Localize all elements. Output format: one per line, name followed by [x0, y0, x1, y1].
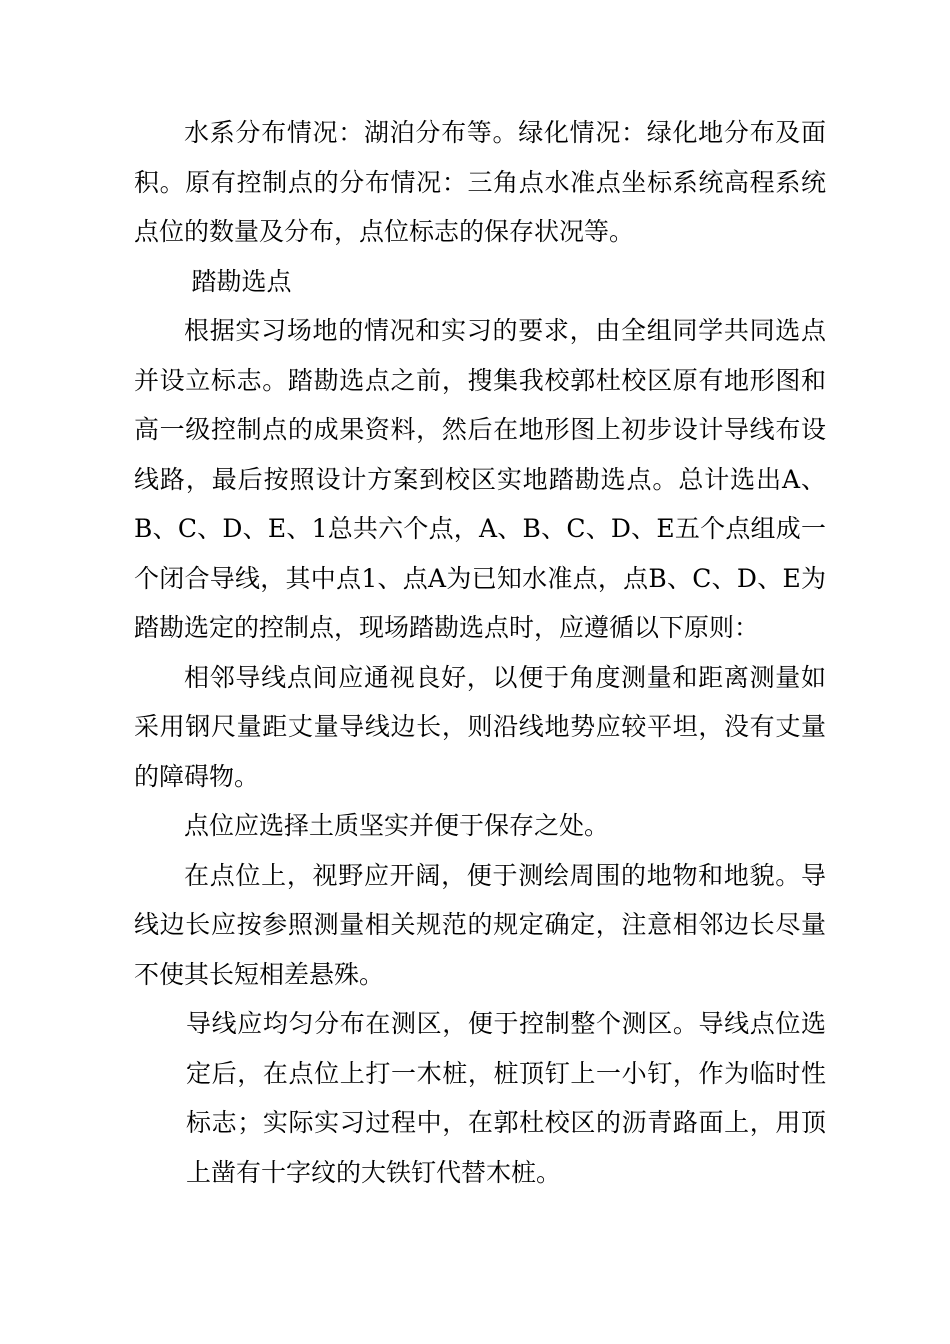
paragraph-principle-visibility: 相邻导线点间应通视良好，以便于角度测量和距离测量如采用钢尺量距丈量导线边长，则沿线地势应较平坦，没有丈量的障碍物。 [134, 662, 826, 791]
paragraph-water-greenery-control-points: 水系分布情况：湖泊分布等。绿化情况：绿化地分布及面积。原有控制点的分布情况：三角点水准点坐标系统高程系统点位的数量及分布，点位标志的保存状况等。 [134, 118, 826, 246]
paragraph-principle-soil: 点位应选择土质坚实并便于保存之处。 [184, 811, 610, 840]
document-body [134, 108, 826, 1197]
paragraph-principle-view: 在点位上，视野应开阔，便于测绘周围的地物和地貌。导线边长应按参照测量相关规范的规定确定，注意相邻边长尽量不使其长短相差悬殊。 [134, 860, 826, 989]
section-heading-site-survey: 踏勘选点 [191, 266, 292, 296]
paragraph-principle-distribution: 导线应均匀分布在测区，便于控制整个测区。导线点位选定后，在点位上打一木桩，桩顶钉上一小钉，作为临时性标志；实际实习过程中，在郭杜校区的沥青路面上，用顶上凿有十字纹的大铁钉代替木桩。 [186, 1009, 826, 1187]
paragraph-site-survey-procedure: 根据实习场地的情况和实习的要求，由全组同学共同选点并设立标志。踏勘选点之前，搜集我校郭杜校区原有地形图和高一级控制点的成果资料，然后在地形图上初步设计导线布设线路，最后按照设计方案到校区实地踏勘选点。总计选出A、B、C、D、E、1总共六个点，A、B、C、D、E五个点组成一个闭合导线，其中点1、点A为已知水准点，点B、C、D、E为踏勘选定的控制点，现场踏勘选点时，应遵循以下原则： [134, 316, 826, 642]
